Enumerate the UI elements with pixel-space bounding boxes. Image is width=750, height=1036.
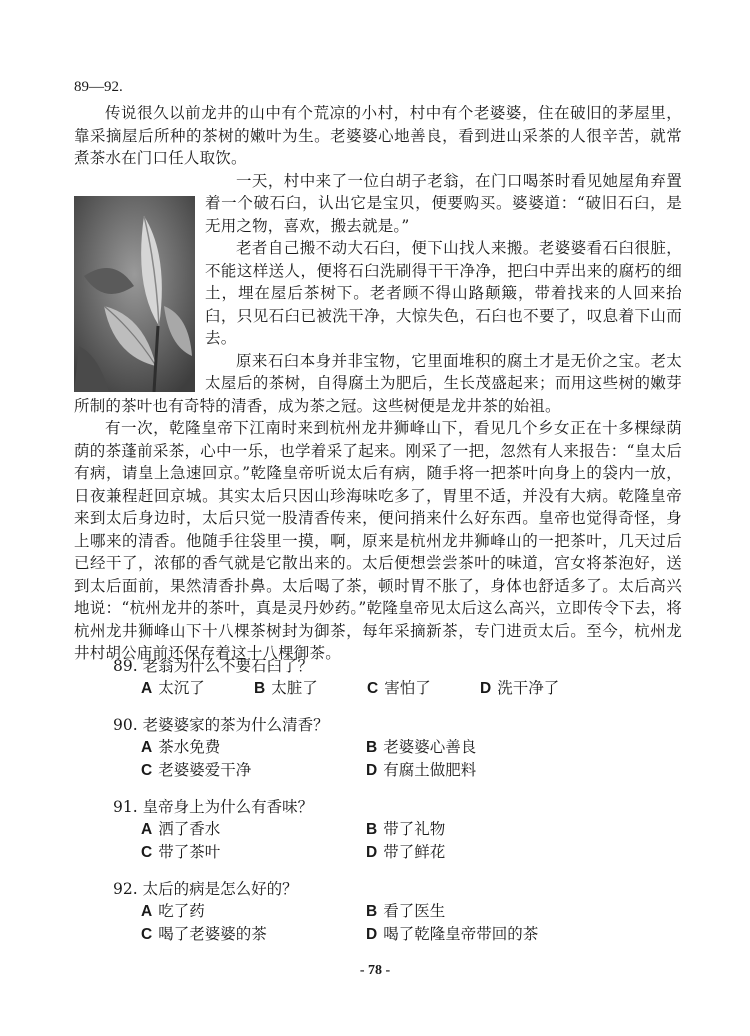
option-text: 茶水免费 xyxy=(158,738,221,756)
option-letter: B xyxy=(254,680,266,697)
option-text: 太脏了 xyxy=(271,679,318,697)
question-90 xyxy=(113,714,673,782)
option-letter: C xyxy=(141,844,153,861)
option-letter: B xyxy=(366,821,378,838)
question-stem: 90. 老婆婆家的茶为什么清香？ xyxy=(113,716,329,734)
question-stem: 92. 太后的病是怎么好的？ xyxy=(113,880,298,898)
option-letter: C xyxy=(141,762,153,779)
option-d[interactable] xyxy=(366,759,591,782)
option-letter: D xyxy=(366,762,378,779)
option-b[interactable] xyxy=(366,736,591,759)
option-d[interactable] xyxy=(366,923,591,946)
option-letter: B xyxy=(366,903,378,920)
question-list xyxy=(113,655,673,960)
option-a[interactable] xyxy=(141,677,254,700)
paragraph-text: 原来石臼本身并非宝物，它里面堆积的腐土才是无价之宝。老太太屋后的茶树，自得腐土为肥后，生长茂盛起来；而用这些树的嫩芽所制的茶叶也有奇特的清香，成为茶之冠。这些树便是龙井茶的始祖。 xyxy=(74,351,682,415)
option-text: 吃了药 xyxy=(158,902,205,920)
option-list xyxy=(113,818,673,864)
option-text: 害怕了 xyxy=(384,679,431,697)
option-list xyxy=(113,900,673,946)
question-89 xyxy=(113,655,673,700)
option-text: 看了医生 xyxy=(383,902,446,920)
option-a[interactable] xyxy=(141,818,366,841)
option-text: 喝了乾隆皇帝带回的茶 xyxy=(383,925,539,943)
option-text: 太沉了 xyxy=(158,679,205,697)
option-letter: B xyxy=(366,739,378,756)
page-number: - 78 - xyxy=(359,963,391,978)
option-b[interactable] xyxy=(366,818,591,841)
option-d[interactable] xyxy=(366,841,591,864)
question-92 xyxy=(113,878,673,946)
paragraph-text: 有一次，乾隆皇帝下江南时来到杭州龙井狮峰山下，看见几个乡女正在十多棵绿荫荫的茶蓬前采茶，心中一乐，也学着采了起来。刚采了一把，忽然有人来报告：“皇太后有病，请皇上急速回京。”乾隆皇帝听说太后有病，随手将一把茶叶向身上的袋内一放，日夜兼程赶回京城。其实太后只因山珍海味吃多了，胃里不适，并没有大病。乾隆皇帝来到太后身边时，太后只觉一股清香传来，便问捎来什么好东西。皇帝也觉得奇怪，身上哪来的清香。他随手往袋里一摸，啊，原来是杭州龙井狮峰山的一把茶叶，几天过后已经干了，浓郁的香气就是它散出来的。太后便想尝尝茶叶的味道，宫女将茶泡好，送到太后面前，果然清香扑鼻。太后喝了茶，顿时胃不胀了，身体也舒适多了。太后高兴地说：“杭州龙井的茶叶，真是灵丹妙药。”乾隆皇帝见太后这么高兴，立即传令下去，将杭州龙井狮峰山下十八棵茶树封为御茶，每年采摘新茶，专门进贡太后。至今，杭州龙井村胡公庙前还保存着这十八棵御茶。 xyxy=(74,419,682,662)
paragraph-text: 一天，村中来了一位白胡子老翁，在门口喝茶时看见她屋角弃置着一个破石臼，认出它是宝贝，便要购买。婆婆道：“破旧石臼，是无用之物，喜欢，搬去就是。” xyxy=(205,171,682,235)
option-letter: A xyxy=(141,680,153,697)
option-letter: D xyxy=(366,844,378,861)
option-c[interactable] xyxy=(141,841,366,864)
option-letter: C xyxy=(141,926,153,943)
option-text: 老婆婆心善良 xyxy=(383,738,477,756)
option-letter: A xyxy=(141,903,153,920)
option-letter: D xyxy=(480,680,492,697)
paragraph-text: 传说很久以前龙井的山中有个荒凉的小村，村中有个老婆婆，住在破旧的茅屋里，靠采摘屋后所种的茶树的嫩叶为生。老婆婆心地善良，看到进山采茶的人很辛苦，就常煮茶水在门口任人取饮。 xyxy=(74,104,682,167)
reading-passage xyxy=(74,102,682,665)
option-text: 有腐土做肥料 xyxy=(383,761,477,779)
option-text: 喝了老婆婆的茶 xyxy=(158,925,267,943)
option-a[interactable] xyxy=(141,736,366,759)
option-c[interactable] xyxy=(367,677,480,700)
option-text: 洗干净了 xyxy=(497,679,560,697)
option-c[interactable] xyxy=(141,759,366,782)
tea-leaf-photo xyxy=(74,196,195,392)
option-list xyxy=(113,736,673,782)
option-c[interactable] xyxy=(141,923,366,946)
passage-paragraph xyxy=(74,102,682,170)
option-text: 带了茶叶 xyxy=(158,843,221,861)
option-letter: A xyxy=(141,821,153,838)
option-text: 洒了香水 xyxy=(158,820,221,838)
question-range: 89—92. xyxy=(74,79,123,95)
option-text: 带了鲜花 xyxy=(383,843,446,861)
option-b[interactable] xyxy=(254,677,367,700)
option-a[interactable] xyxy=(141,900,366,923)
option-text: 老婆婆爱干净 xyxy=(158,761,252,779)
paragraph-text: 老者自己搬不动大石臼，便下山找人来搬。老婆婆看石臼很脏，不能这样送人，便将石臼洗刷得干干净净，把臼中弄出来的腐朽的细土，埋在屋后茶树下。老者顾不得山路颠簸，带着找来的人回来抬臼，只见石臼已被洗干净，大惊失色，石臼也不要了，叹息着下山而去。 xyxy=(205,239,682,347)
question-stem: 91. 皇帝身上为什么有香味？ xyxy=(113,798,314,816)
option-letter: D xyxy=(366,926,378,943)
question-stem: 89. 老翁为什么不要石臼了？ xyxy=(113,657,314,675)
option-b[interactable] xyxy=(366,900,591,923)
question-91 xyxy=(113,796,673,864)
option-letter: A xyxy=(141,739,153,756)
option-d[interactable] xyxy=(480,677,593,700)
option-letter: C xyxy=(367,680,379,697)
option-text: 带了礼物 xyxy=(383,820,446,838)
option-list xyxy=(113,677,673,700)
passage-paragraph xyxy=(74,417,682,665)
